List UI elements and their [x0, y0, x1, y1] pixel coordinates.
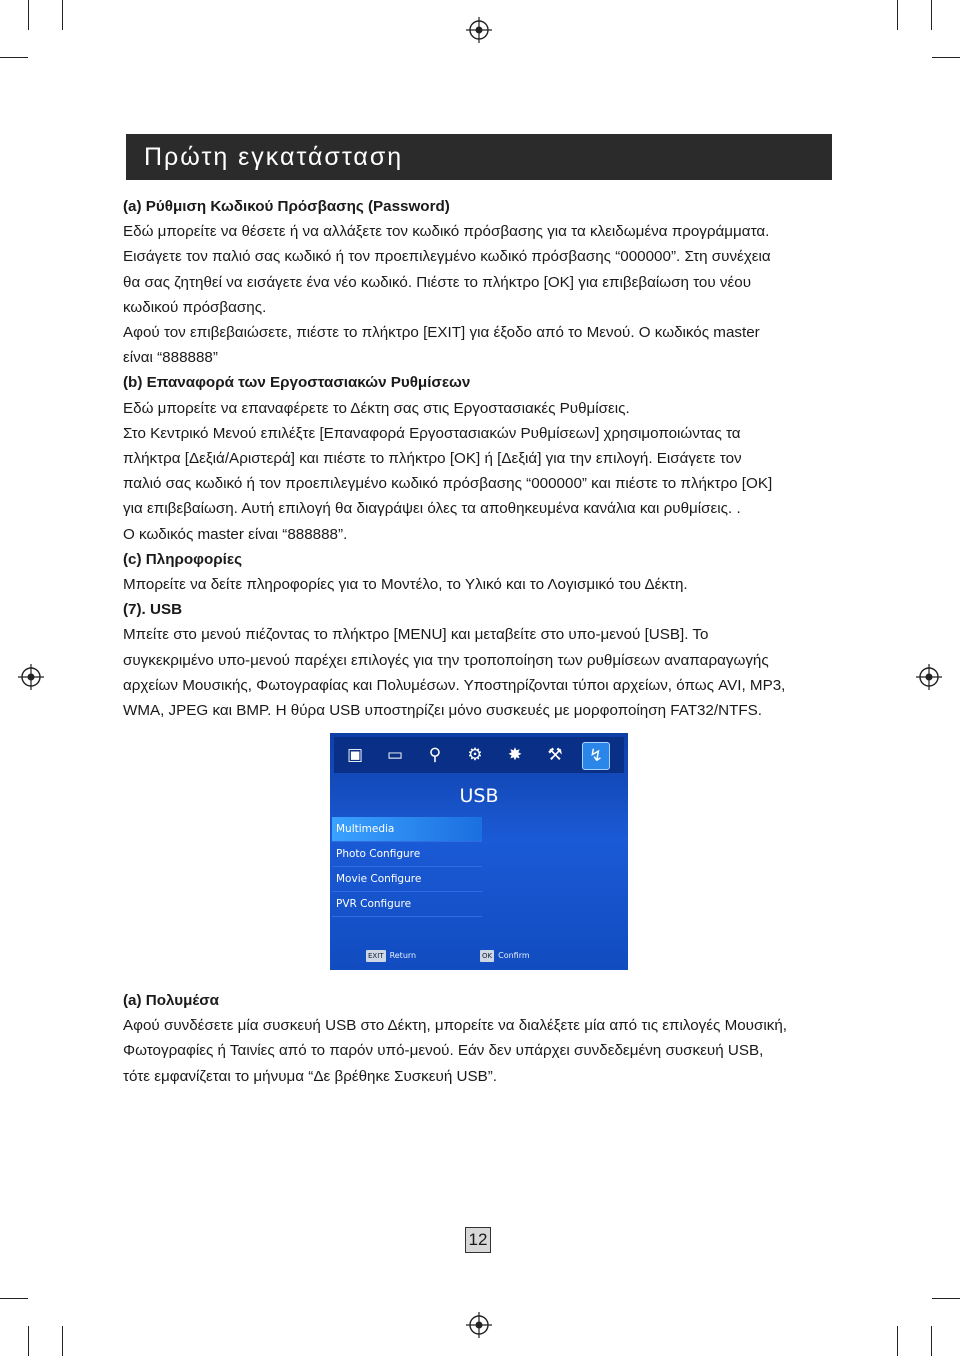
paragraph-line: κωδικού πρόσβασης.	[123, 298, 267, 316]
paragraph-line: Αφού τον επιβεβαιώσετε, πιέστε το πλήκτρο [EXIT] για έξοδο από το Μενού. Ο κωδικός master	[123, 324, 760, 342]
section-title-bar	[126, 134, 832, 180]
crop-mark	[28, 1326, 29, 1356]
paragraph-line: Αφού συνδέσετε μία συσκευή USB στο Δέκτη, μπορείτε να διαλέξετε μία από τις επιλογές Μουσική,	[123, 1017, 787, 1035]
registration-mark-icon	[466, 17, 492, 43]
section-heading: (c) Πληροφορίες	[123, 550, 243, 568]
paragraph-line: παλιό σας κωδικό ή τον προεπιλεγμένο κωδικό πρόσβασης “000000” και πιέστε το πλήκτρο [OK]	[123, 475, 773, 493]
crop-mark	[62, 0, 63, 30]
registration-mark-icon	[466, 1312, 492, 1338]
section-heading: (a) Ρύθμιση Κωδικού Πρόσβασης (Password)	[123, 198, 450, 215]
paragraph-line: τότε εμφανίζεται το μήνυμα “Δε βρέθηκε Συσκευή USB”.	[123, 1067, 497, 1085]
usb-icon[interactable]: ↯	[582, 742, 610, 770]
confirm-hint	[480, 950, 530, 962]
crop-mark	[931, 0, 932, 30]
exit-key-icon: EXIT	[368, 952, 384, 960]
crop-mark	[897, 0, 898, 30]
crop-mark	[62, 1326, 63, 1356]
body-text-bottom	[123, 988, 853, 1089]
paragraph-line: WMA, JPEG και BMP. Η θύρα USB υποστηρίζει μόνο συσκευές με μορφοποίηση FAT32/NTFS.	[123, 702, 762, 720]
search-icon[interactable]: ⚲	[428, 745, 442, 765]
menu-item[interactable]: Multimedia	[332, 817, 482, 842]
crop-mark	[897, 1326, 898, 1356]
return-label: Return	[389, 951, 417, 960]
paragraph-line: Μπορείτε να δείτε πληροφορίες για το Μοντέλο, το Υλικό και το Λογισμικό του Δέκτη.	[123, 576, 688, 594]
paragraph-line: Φωτογραφίες ή Ταινίες από το παρόν υπό-μενού. Εάν δεν υπάρχει συνδεδεμένη συσκευή USB,	[123, 1042, 764, 1060]
paragraph-line: πλήκτρα [Δεξιά/Αριστερά] και πιέστε το πλήκτρο [OK] ή [Δεξιά] για την επιλογή. Εισάγετε τον	[123, 450, 742, 468]
confirm-label: Confirm	[498, 951, 530, 960]
menu-item[interactable]: PVR Configure	[332, 892, 482, 917]
paragraph-line: Μπείτε στο μενού πιέζοντας το πλήκτρο [MENU] και μεταβείτε στο υπο-μενού [USB]. Το	[123, 626, 709, 644]
body-text-top	[123, 194, 853, 723]
menu-item[interactable]: Movie Configure	[332, 867, 482, 892]
paragraph-line: είναι “888888”	[123, 349, 218, 367]
tv-icon[interactable]: ▭	[386, 745, 404, 765]
picture-icon[interactable]: ▣	[346, 745, 364, 765]
ok-key-icon: OK	[482, 952, 493, 960]
paragraph-line: συγκεκριμένο υπο-μενού παρέχει επιλογές για την τροποποίηση των ρυθμίσεων αναπαραγωγής	[123, 651, 769, 669]
section-heading: (b) Επαναφορά των Εργοστασιακών Ρυθμίσεων	[123, 374, 471, 392]
paragraph-line: Ο κωδικός master είναι “888888”.	[123, 525, 348, 543]
crop-mark	[0, 1298, 28, 1299]
section-heading: (a) Πολυμέσα	[123, 992, 219, 1009]
paragraph-line: θα σας ζητηθεί να εισάγετε ένα νέο κωδικό. Πιέστε το πλήκτρο [OK] για επιβεβαίωση του νέου	[123, 273, 751, 291]
paragraph-line: για επιβεβαίωση. Αυτή επιλογή θα διαγράψει όλες τα αποθηκευμένα κανάλια και ρυθμίσεις. .	[123, 500, 741, 518]
crop-mark	[0, 57, 28, 58]
page-number: 12	[465, 1227, 491, 1253]
usb-menu-screenshot	[330, 733, 628, 970]
crop-mark	[931, 1326, 932, 1356]
crop-mark	[28, 0, 29, 30]
menu-icon-bar	[334, 737, 624, 773]
crop-mark	[932, 1298, 960, 1299]
menu-item[interactable]: Photo Configure	[332, 842, 482, 867]
registration-mark-icon	[18, 664, 44, 690]
return-hint	[366, 950, 416, 962]
settings-icon[interactable]: ⚙	[467, 745, 483, 765]
tools-icon[interactable]: ⚒	[547, 745, 563, 765]
section-heading: (7). USB	[123, 601, 183, 619]
gear-icon[interactable]: ✸	[507, 745, 523, 765]
paragraph-line: αρχείων Μουσικής, Φωτογραφίας και Πολυμέσων. Υποστηρίζονται τύποι αρχείων, όπως AVI, MP3,	[123, 676, 786, 694]
usb-menu-list	[332, 817, 482, 917]
paragraph-line: Στο Κεντρικό Μενού επιλέξτε [Επαναφορά Εργοστασιακών Ρυθμίσεων] χρησιμοποιώντας τα	[123, 424, 741, 442]
screen-title: USB	[459, 785, 499, 807]
paragraph-line: Εισάγετε τον παλιό σας κωδικό ή τον προεπιλεγμένο κωδικό πρόσβασης “000000”. Στη συνέχεια	[123, 248, 771, 266]
page-title: Πρώτη εγκατάσταση	[144, 143, 404, 171]
paragraph-line: Εδώ μπορείτε να θέσετε ή να αλλάξετε τον κωδικό πρόσβασης για τα κλειδωμένα προγράμματα.	[123, 223, 770, 241]
crop-mark	[932, 57, 960, 58]
registration-mark-icon	[916, 664, 942, 690]
paragraph-line: Εδώ μπορείτε να επαναφέρετε το Δέκτη σας στις Εργοστασιακές Ρυθμίσεις.	[123, 399, 630, 417]
